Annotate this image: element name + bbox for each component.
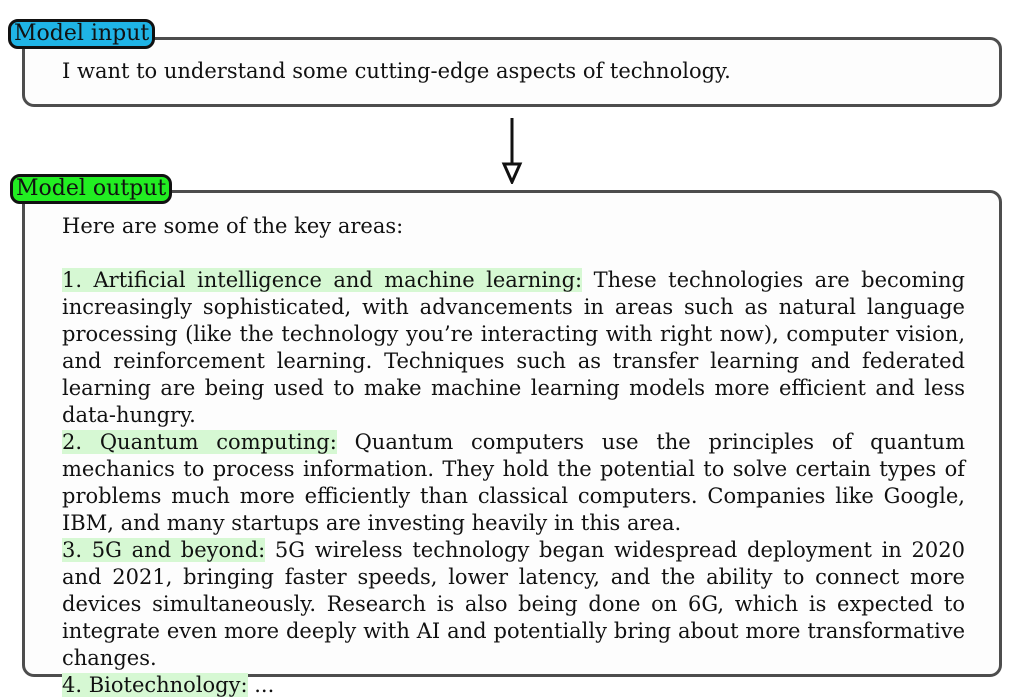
model-output-tag: Model output — [10, 174, 172, 204]
item-heading: 1. Artificial intelligence and machine learning: — [62, 268, 583, 292]
down-arrow-icon — [498, 118, 526, 184]
list-item — [62, 429, 965, 537]
item-body: 5G wireless technology began widespread deployment in 2020 and 2021, bringing faster speeds, lower latency, and the ability to connect more devices simultaneously. Research is also being done on 6G, which is expected to integrate even more deeply with AI and potentially bring about more transformative changes. — [62, 538, 965, 670]
list-item — [62, 672, 965, 699]
item-heading: 3. 5G and beyond: — [62, 538, 266, 562]
item-body: ... — [247, 673, 275, 697]
model-output-list — [62, 267, 965, 699]
item-body: These technologies are becoming increasingly sophisticated, with advancements in areas such as natural language processing (like the technology you’re interacting with right now), computer vision, and reinforcement learning. Techniques such as transfer learning and federated learning are being used to make machine learning models more efficient and less data-hungry. — [62, 268, 965, 427]
list-item — [62, 537, 965, 672]
model-input-text: I want to understand some cutting-edge aspects of technology. — [62, 59, 731, 83]
model-input-tag: Model input — [8, 19, 155, 49]
item-body: Quantum computers use the principles of quantum mechanics to process information. They hold the potential to solve certain types of problems much more efficiently than classical computers. Companies like Google, IBM, and many startups are investing heavily in this area. — [62, 430, 965, 535]
model-output-intro: Here are some of the key areas: — [62, 214, 404, 238]
item-heading: 2. Quantum computing: — [62, 430, 337, 454]
list-item — [62, 267, 965, 429]
item-heading: 4. Biotechnology: — [62, 673, 248, 697]
